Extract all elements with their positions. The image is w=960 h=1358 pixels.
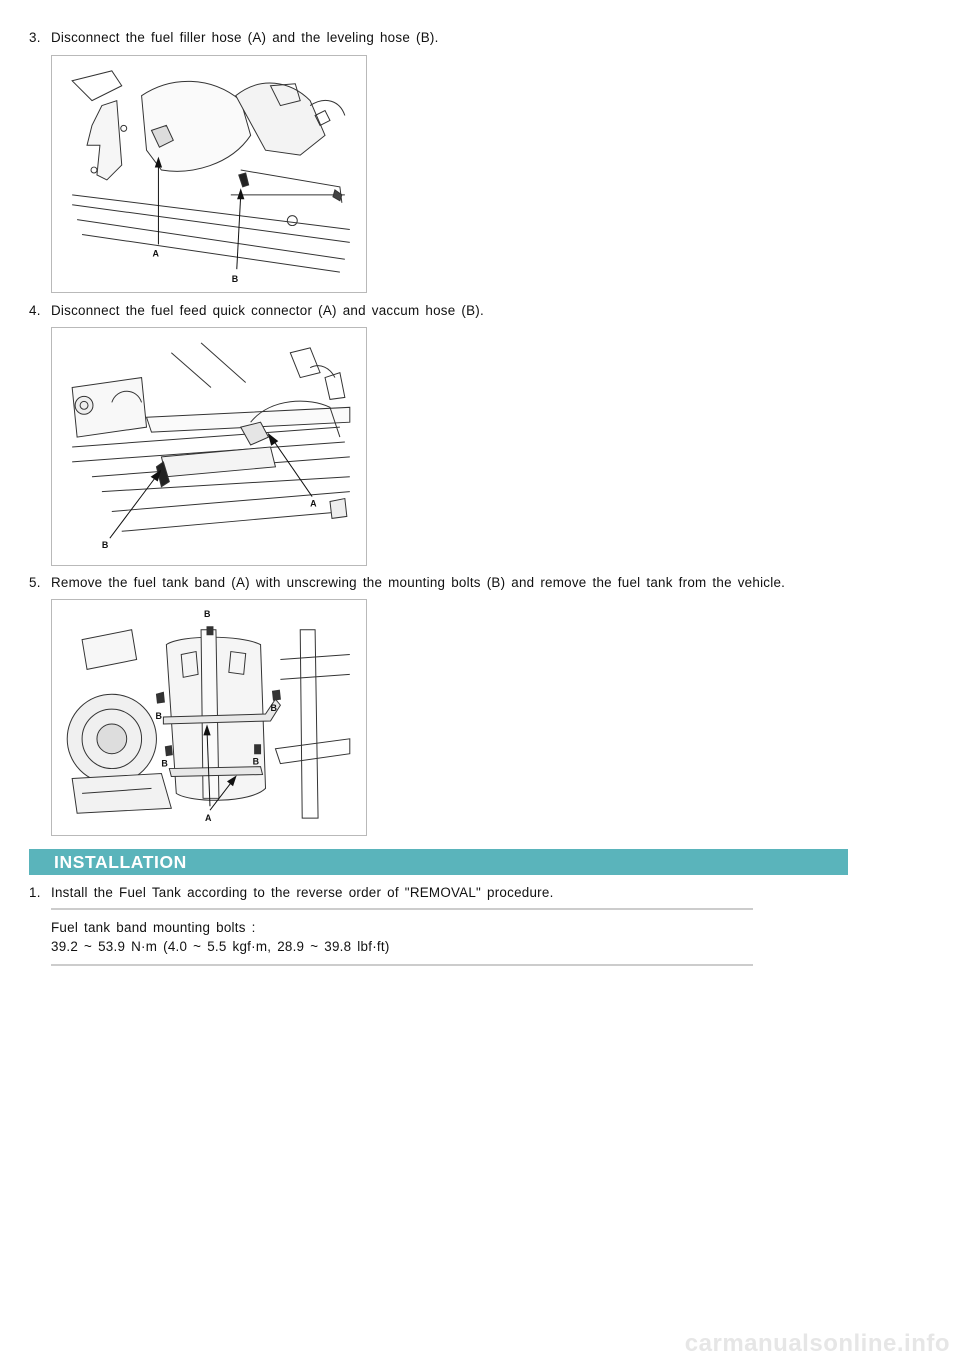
torque-spec-box	[51, 908, 753, 966]
callout-label-b: B	[231, 274, 239, 285]
fuel-tank-illustration	[52, 600, 366, 835]
callout-label-b: B	[101, 540, 109, 551]
callout-label-b-lower-left: B	[161, 758, 168, 769]
step-3	[29, 30, 439, 45]
figure-quick-connector	[51, 327, 367, 566]
figure-filler-hose	[51, 55, 367, 293]
callout-label-a: A	[205, 813, 212, 824]
callout-label-a: A	[310, 498, 317, 509]
step-text: Install the Fuel Tank according to the reverse order of "REMOVAL" procedure.	[51, 885, 554, 900]
step-text: Remove the fuel tank band (A) with unscrewing the mounting bolts (B) and remove the fuel tank from the vehicle.	[51, 575, 786, 590]
step-number: 1.	[29, 885, 41, 900]
watermark: carmanualsonline.info	[684, 1330, 950, 1357]
filler-hose-illustration	[52, 56, 366, 292]
step-text: Disconnect the fuel filler hose (A) and the leveling hose (B).	[51, 30, 439, 45]
figure-fuel-tank	[51, 599, 367, 836]
spec-label: Fuel tank band mounting bolts :	[51, 920, 256, 935]
section-header-installation	[29, 849, 848, 875]
step-number: 5.	[29, 575, 41, 590]
step-number: 4.	[29, 303, 41, 318]
spec-value: 39.2 ~ 53.9 N·m (4.0 ~ 5.5 kgf·m, 28.9 ~ 39.8 lbf·ft)	[51, 939, 390, 954]
callout-label-a: A	[152, 248, 159, 259]
callout-label-b-right: B	[270, 703, 277, 714]
step-number: 3.	[29, 30, 41, 45]
callout-label-b-top: B	[204, 608, 211, 619]
step-text: Disconnect the fuel feed quick connector (A) and vaccum hose (B).	[51, 303, 484, 318]
installation-step-1	[29, 885, 554, 900]
step-5	[29, 575, 785, 590]
callout-label-b-left: B	[155, 710, 162, 721]
section-title: INSTALLATION	[54, 852, 187, 872]
quick-connector-illustration	[52, 328, 366, 565]
callout-label-b-lower-right: B	[252, 756, 260, 767]
step-4	[29, 303, 484, 318]
